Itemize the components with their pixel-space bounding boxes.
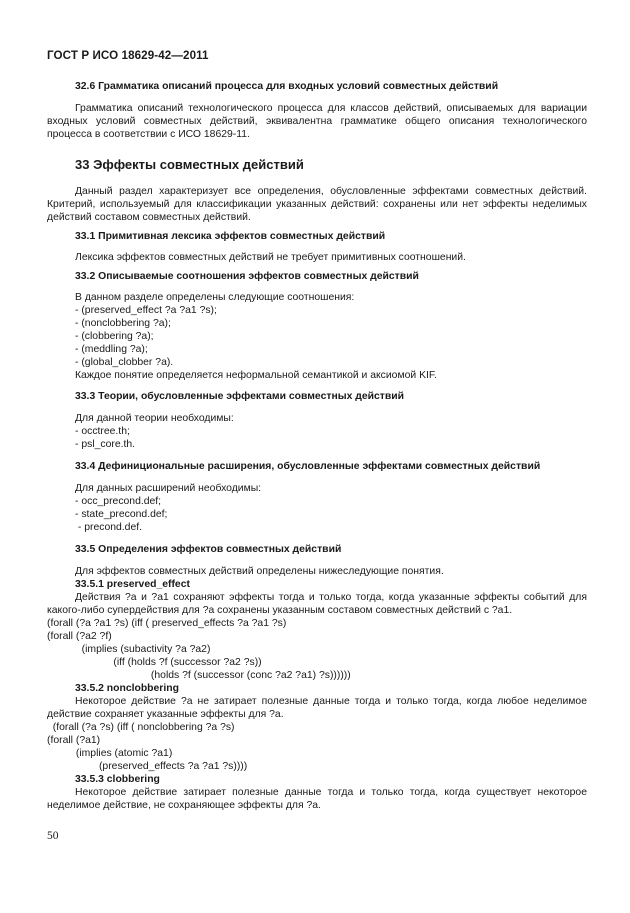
section-33-4-title: 33.4 Дефинициональные расширения, обусловленные эффектами совместных действий [75, 461, 541, 472]
section-33-3-intro: Для данной теории необходимы: [75, 413, 234, 424]
section-33-5-1-title: 33.5.1 preserved_effect [75, 579, 190, 590]
section-33-title: 33 Эффекты совместных действий [75, 157, 304, 172]
code-line: (implies (atomic ?a1) [47, 748, 173, 759]
section-33-5-intro: Для эффектов совместных действий определены нижеследующие понятия. [75, 566, 444, 577]
list-item: - (clobbering ?a); [75, 331, 154, 342]
code-line: (iff (holds ?f (successor ?a2 ?s)) [47, 657, 262, 668]
document-body [47, 80, 587, 812]
section-33-1-title: 33.1 Примитивная лексика эффектов совместных действий [75, 231, 386, 242]
section-33-4-intro: Для данных расширений необходимы: [75, 483, 262, 494]
code-line: (forall (?a ?s) (iff ( nonclobbering ?a ?s) [47, 722, 235, 733]
list-item: - occtree.th; [75, 426, 130, 437]
code-line: (forall (?a ?a1 ?s) (iff ( preserved_effects ?a ?a1 ?s) [47, 618, 287, 629]
section-33-5-3-text: Некоторое действие затирает полезные данные тогда и только тогда, когда существует некоторое неделимое действие, не сохраняющее эффекты для ?a. [47, 787, 587, 811]
section-33-2-intro: В данном разделе определены следующие соотношения: [75, 292, 355, 303]
section-33-3-title: 33.3 Теории, обусловленные эффектами совместных действий [75, 391, 405, 402]
page-number: 50 [47, 830, 59, 842]
section-33-2-outro: Каждое понятие определяется неформальной семантикой и аксиомой KIF. [75, 370, 437, 381]
document-header: ГОСТ Р ИСО 18629-42—2011 [47, 49, 209, 62]
section-33-intro: Данный раздел характеризует все определения, обусловленные эффектами совместных действий. Критерий, используемый для классификации указанных действий: сохранены или нет эффекты неделимых действий составом совместных действий. [47, 186, 587, 223]
code-line: (forall (?a1) [47, 735, 101, 746]
section-32-6-text: Грамматика описаний технологического процесса для классов действий, описываемых для вариации входных условий совместных действий, эквивалентна грамматике общего описания технологического процесса в соответствии с ИСО 18629-11. [47, 103, 587, 140]
list-item: - occ_precond.def; [75, 496, 162, 507]
section-33-5-3-title: 33.5.3 clobbering [75, 774, 160, 785]
section-33-2-title: 33.2 Описываемые соотношения эффектов совместных действий [75, 271, 419, 282]
list-item: - (preserved_effect ?a ?a1 ?s); [75, 305, 217, 316]
list-item: - (meddling ?a); [75, 344, 148, 355]
list-item: - (nonclobbering ?a); [75, 318, 171, 329]
section-33-5-1-text: Действия ?a и ?a1 сохраняют эффекты тогда и только тогда, когда указанные эффекты событий для какого-либо супердействия для ?a сохранены указанным составом совместных действий с ?a1. [47, 592, 587, 616]
code-line: (preserved_effects ?a ?a1 ?s)))) [47, 761, 248, 772]
list-item: - (global_clobber ?a). [75, 357, 174, 368]
section-33-5-title: 33.5 Определения эффектов совместных действий [75, 544, 342, 555]
list-item: - state_precond.def; [75, 509, 168, 520]
code-line: (implies (subactivity ?a ?a2) [47, 644, 211, 655]
section-32-6-title: 32.6 Грамматика описаний процесса для входных условий совместных действий [75, 81, 499, 92]
code-line: (holds ?f (successor (conc ?a2 ?a1) ?s)))))) [47, 670, 351, 681]
code-line: (forall (?a2 ?f) [47, 631, 112, 642]
section-33-1-text: Лексика эффектов совместных действий не требует примитивных соотношений. [75, 252, 466, 263]
list-item: - psl_core.th. [75, 439, 136, 450]
section-33-5-2-text: Некоторое действие ?a не затирает полезные данные тогда и только тогда, когда любое неделимое действие сохраняет указанные эффекты для ?a. [47, 696, 587, 720]
list-item: - precond.def. [75, 522, 143, 533]
section-33-5-2-title: 33.5.2 nonclobbering [75, 683, 179, 694]
